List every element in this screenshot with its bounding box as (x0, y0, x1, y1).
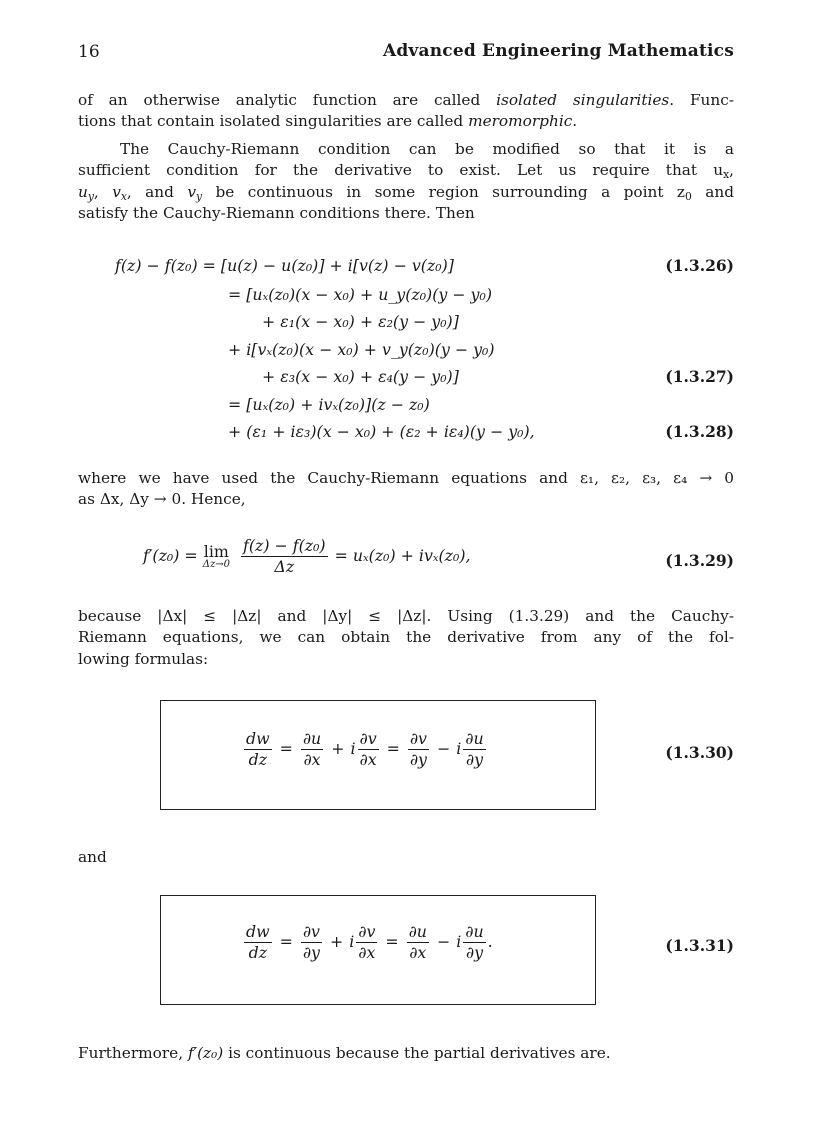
eq-line-2: = [uₓ(z₀)(x − x₀) + u_y(z₀)(y − y₀) (228, 285, 492, 304)
paragraph-1 (78, 90, 734, 133)
eq-line-7: + (ε₁ + iε₃)(x − x₀) + (ε₂ + iε₄)(y − y₀), (228, 422, 535, 441)
eq-number-1-3-29: (1.3.29) (665, 551, 734, 570)
eq-line-5: + ε₃(x − x₀) + ε₄(y − y₀)] (262, 367, 459, 386)
para4-line-1: because |Δx| ≤ |Δz| and |Δy| ≤ |Δz|. Using (1.3.29) and the Cauchy- (78, 607, 734, 625)
connective-text: and (78, 848, 107, 866)
para2-line-4: satisfy the Cauchy-Riemann conditions there. Then (78, 204, 475, 223)
paragraph-4 (78, 606, 734, 670)
eq-line-6: = [uₓ(z₀) + ivₓ(z₀)](z − z₀) (228, 395, 430, 414)
eq-number-1-3-28: (1.3.28) (665, 422, 734, 441)
page-number: 16 (78, 42, 100, 62)
eq-line-3: + ε₁(x − x₀) + ε₂(y − y₀)] (262, 312, 459, 331)
eq-line-4: + i[vₓ(z₀)(x − x₀) + v_y(z₀)(y − y₀) (228, 340, 495, 359)
eq-1-3-26: f(z) − f(z₀) = [u(z) − u(z₀)] + i[v(z) − v(z₀)] (115, 256, 454, 275)
eq-number-1-3-27: (1.3.27) (665, 367, 734, 386)
para4-line-2: Riemann equations, we can obtain the derivative from any of the fol- (78, 628, 734, 647)
eq-number-1-3-31: (1.3.31) (665, 936, 734, 955)
difference-quotient: $\frac{\text{f(z) − f(z₀)}}{\Delta z}$ (242, 536, 326, 576)
para2-line-1: The Cauchy-Riemann condition can be modified so that it is a (120, 140, 734, 158)
para1-line-2: tions that contain isolated singularities are called meromorphic. (78, 112, 578, 131)
para2-line-3: $u_y$, $v_x$, and $v_y$ be continuous in some region surrounding a point $z_0$ and (78, 182, 734, 203)
paragraph-final (78, 1043, 734, 1064)
limit-operator: lim Δz→0 (202, 541, 230, 570)
final-line: Furthermore, f′(z₀) is continuous because the partial derivatives are. (78, 1044, 611, 1062)
eq-1-3-29: f′(z₀) = lim Δz→0 $\frac{\text{f(z) − f(z₀)}}{\Delta z}$ = uₓ(z₀) + ivₓ(z₀), (143, 536, 471, 576)
paragraph-2 (78, 139, 734, 225)
eq-number-1-3-30: (1.3.30) (665, 743, 734, 762)
para4-line-3: lowing formulas: (78, 649, 209, 668)
running-title: Advanced Engineering Mathematics (382, 41, 734, 61)
eq-number-1-3-26: (1.3.26) (665, 256, 734, 275)
para1-line-1: of an otherwise analytic function are called isolated singularities. Func- (78, 91, 734, 109)
paragraph-3 (78, 468, 734, 511)
para2-line-2: sufficient condition for the derivative to exist. Let us require that $u_x$, (78, 161, 734, 182)
eq-1-3-31: $\frac{dw}{dz}$ = $\frac{\partial v}{\partial y}$ + i $\frac{\partial v}{\partial x}$ = $\frac{\partial u}{\partial x}$ − i $\frac{\partial u}{\partial y}$ . (246, 922, 493, 962)
eq-1-3-30: $\frac{dw}{dz}$ = $\frac{\partial u}{\partial x}$ + i $\frac{\partial v}{\partial x}$ = $\frac{\partial v}{\partial y}$ − i $\frac{\partial u}{\partial y}$ (246, 729, 484, 769)
para3-line-1: where we have used the Cauchy-Riemann equations and ε₁, ε₂, ε₃, ε₄ → 0 (78, 469, 734, 487)
para3-line-2: as Δx, Δy → 0. Hence, (78, 490, 246, 509)
